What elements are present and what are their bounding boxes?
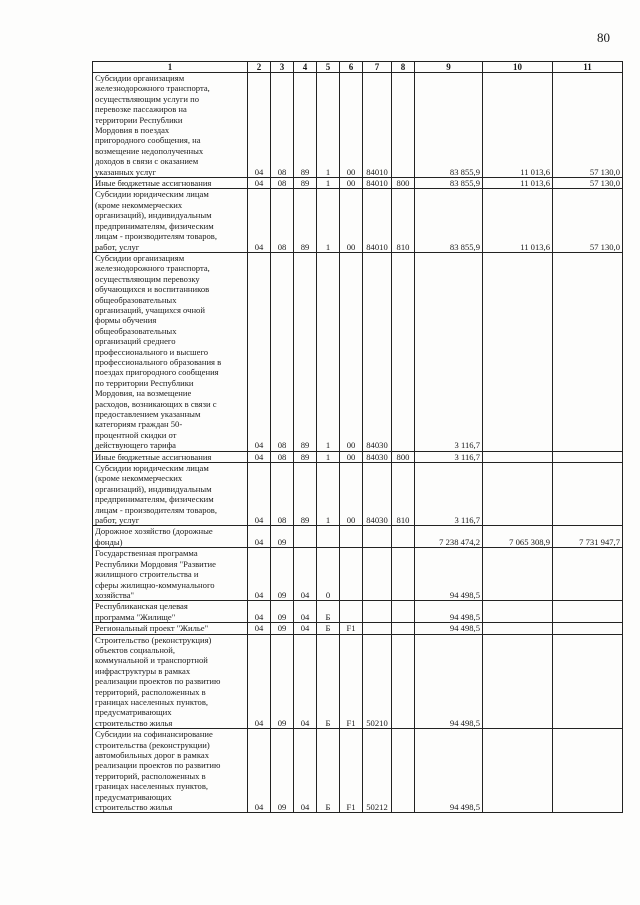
row-value-cell: 89 (294, 73, 317, 178)
row-value-cell (553, 451, 623, 462)
row-value-cell (392, 601, 415, 623)
row-value-cell: 04 (248, 548, 271, 601)
row-value-cell: 3 116,7 (415, 252, 483, 451)
row-value-cell: 09 (271, 548, 294, 601)
row-value-cell (483, 451, 553, 462)
row-value-cell: 3 116,7 (415, 463, 483, 526)
row-value-cell: 89 (294, 189, 317, 252)
table-row (93, 729, 623, 813)
row-value-cell: 89 (294, 463, 317, 526)
row-value-cell: 09 (271, 634, 294, 729)
row-value-cell: F1 (340, 623, 363, 634)
row-value-cell (340, 601, 363, 623)
row-value-cell (392, 634, 415, 729)
budget-table (92, 61, 623, 813)
row-value-cell: 94 498,5 (415, 634, 483, 729)
row-value-cell: 800 (392, 178, 415, 189)
row-value-cell: 0 (317, 548, 340, 601)
row-value-cell: 810 (392, 463, 415, 526)
row-value-cell (317, 526, 340, 548)
row-value-cell: 04 (248, 178, 271, 189)
row-value-cell: 09 (271, 729, 294, 813)
row-value-cell: Б (317, 729, 340, 813)
row-value-cell: 94 498,5 (415, 548, 483, 601)
row-value-cell: Б (317, 634, 340, 729)
row-value-cell: 09 (271, 601, 294, 623)
row-name-cell: Строительство (реконструкция) объектов социальной, коммунальной и транспортной инфраструктуры в рамках реализации проектов по развитию территорий, расположенных в границах населенных пунктов, предусматривающих строительство жилья (93, 634, 248, 729)
row-value-cell: 08 (271, 178, 294, 189)
row-value-cell (483, 463, 553, 526)
row-value-cell: 84010 (363, 73, 392, 178)
row-value-cell: Б (317, 623, 340, 634)
header-row (93, 62, 623, 73)
row-value-cell (553, 729, 623, 813)
row-value-cell (483, 623, 553, 634)
row-value-cell: 57 130,0 (553, 178, 623, 189)
row-value-cell (392, 729, 415, 813)
column-header: 3 (271, 62, 294, 73)
row-value-cell (363, 623, 392, 634)
row-name-cell: Субсидии организациям железнодорожного транспорта, осуществляющим перевозку обучающихся и воспитанников общеобразовательных организаций, учащихся очной формы обучения общеобразовательных организаций среднего профессионального и высшего профессионального образования в поездах пригородного сообщения по территории Республики Мордовия, на возмещение расходов, возникающих в связи с предоставлением указанным категориям граждан 50- процентной скидки от действующего тарифа (93, 252, 248, 451)
row-value-cell (294, 526, 317, 548)
column-header: 6 (340, 62, 363, 73)
row-value-cell: 04 (248, 451, 271, 462)
row-value-cell: 00 (340, 451, 363, 462)
column-header: 1 (93, 62, 248, 73)
table-row (93, 634, 623, 729)
row-value-cell: 1 (317, 189, 340, 252)
row-value-cell: 04 (248, 634, 271, 729)
row-value-cell: 00 (340, 463, 363, 526)
row-value-cell (392, 526, 415, 548)
row-value-cell: 04 (248, 601, 271, 623)
row-value-cell: 89 (294, 178, 317, 189)
row-name-cell: Субсидии юридическим лицам (кроме некоммерческих организаций), индивидуальным предпринимателям, физическим лицам - производителям товаров, работ, услуг (93, 463, 248, 526)
row-value-cell: 89 (294, 252, 317, 451)
table-row (93, 548, 623, 601)
column-header: 5 (317, 62, 340, 73)
row-name-cell: Субсидии организациям железнодорожного транспорта, осуществляющим услуги по перевозке пассажиров на территории Республики Мордовия в поездах пригородного сообщения, на возмещение недополученных доходов в связи с оказанием указанных услуг (93, 73, 248, 178)
column-header: 9 (415, 62, 483, 73)
row-value-cell: 7 731 947,7 (553, 526, 623, 548)
row-value-cell: 1 (317, 178, 340, 189)
row-value-cell: 08 (271, 252, 294, 451)
row-value-cell: 1 (317, 463, 340, 526)
column-header: 4 (294, 62, 317, 73)
row-value-cell: 57 130,0 (553, 73, 623, 178)
table-row (93, 623, 623, 634)
row-value-cell: 3 116,7 (415, 451, 483, 462)
row-value-cell: 1 (317, 252, 340, 451)
row-value-cell: 83 855,9 (415, 178, 483, 189)
row-value-cell: 04 (248, 73, 271, 178)
row-value-cell: 04 (248, 463, 271, 526)
column-header: 11 (553, 62, 623, 73)
row-value-cell (340, 526, 363, 548)
row-name-cell: Республиканская целевая программа "Жилище" (93, 601, 248, 623)
row-value-cell: 00 (340, 73, 363, 178)
row-value-cell: 04 (294, 634, 317, 729)
row-name-cell: Государственная программа Республики Мордовия "Развитие жилищного строительства и сферы жилищно-коммунального хозяйства" (93, 548, 248, 601)
row-value-cell: 08 (271, 189, 294, 252)
row-value-cell (553, 252, 623, 451)
row-name-cell: Иные бюджетные ассигнования (93, 178, 248, 189)
row-value-cell (340, 548, 363, 601)
row-value-cell: 810 (392, 189, 415, 252)
row-value-cell: 08 (271, 73, 294, 178)
row-value-cell: 84010 (363, 178, 392, 189)
row-value-cell (363, 526, 392, 548)
row-value-cell (483, 252, 553, 451)
row-value-cell: 11 013,6 (483, 178, 553, 189)
row-value-cell: 7 065 308,9 (483, 526, 553, 548)
row-value-cell (483, 729, 553, 813)
row-value-cell: 89 (294, 451, 317, 462)
table-row (93, 73, 623, 178)
row-value-cell: 04 (294, 623, 317, 634)
row-value-cell: 04 (248, 729, 271, 813)
row-value-cell: 1 (317, 73, 340, 178)
row-value-cell (483, 634, 553, 729)
row-value-cell (392, 623, 415, 634)
row-name-cell: Дорожное хозяйство (дорожные фонды) (93, 526, 248, 548)
row-value-cell (553, 634, 623, 729)
row-value-cell: 7 238 474,2 (415, 526, 483, 548)
row-value-cell: 1 (317, 451, 340, 462)
row-value-cell: 94 498,5 (415, 601, 483, 623)
row-value-cell: 00 (340, 252, 363, 451)
row-value-cell: 84030 (363, 451, 392, 462)
row-value-cell: 00 (340, 189, 363, 252)
row-value-cell: 04 (294, 729, 317, 813)
row-value-cell: 08 (271, 451, 294, 462)
row-value-cell: 04 (248, 189, 271, 252)
column-header: 8 (392, 62, 415, 73)
row-name-cell: Иные бюджетные ассигнования (93, 451, 248, 462)
row-value-cell: 04 (248, 252, 271, 451)
row-value-cell: F1 (340, 729, 363, 813)
row-value-cell: Б (317, 601, 340, 623)
row-value-cell: 84030 (363, 252, 392, 451)
row-value-cell: 800 (392, 451, 415, 462)
row-value-cell: 11 013,6 (483, 73, 553, 178)
row-value-cell: 00 (340, 178, 363, 189)
row-value-cell: 94 498,5 (415, 623, 483, 634)
row-value-cell: 50212 (363, 729, 392, 813)
row-value-cell: 11 013,6 (483, 189, 553, 252)
row-value-cell (553, 548, 623, 601)
column-header: 2 (248, 62, 271, 73)
row-name-cell: Региональный проект "Жилье" (93, 623, 248, 634)
table-row (93, 451, 623, 462)
row-value-cell: 50210 (363, 634, 392, 729)
row-value-cell: 04 (248, 623, 271, 634)
row-value-cell: 04 (294, 601, 317, 623)
table-row (93, 601, 623, 623)
row-value-cell: 84010 (363, 189, 392, 252)
row-value-cell (363, 548, 392, 601)
row-value-cell (392, 73, 415, 178)
table-row (93, 189, 623, 252)
row-value-cell: 04 (294, 548, 317, 601)
row-value-cell (483, 548, 553, 601)
row-value-cell: 94 498,5 (415, 729, 483, 813)
row-value-cell (392, 548, 415, 601)
row-name-cell: Субсидии на софинансирование строительства (реконструкции) автомобильных дорог в рамках реализации проектов по развитию территорий, расположенных в границах населенных пунктов, предусматривающих строительство жилья (93, 729, 248, 813)
page-number: 80 (597, 30, 610, 45)
row-value-cell: 84030 (363, 463, 392, 526)
column-header: 7 (363, 62, 392, 73)
row-value-cell: 08 (271, 463, 294, 526)
table-row (93, 463, 623, 526)
table-row (93, 252, 623, 451)
row-value-cell (553, 463, 623, 526)
table-row (93, 178, 623, 189)
column-header: 10 (483, 62, 553, 73)
row-value-cell (553, 601, 623, 623)
row-value-cell (553, 623, 623, 634)
row-name-cell: Субсидии юридическим лицам (кроме некоммерческих организаций), индивидуальным предпринимателям, физическим лицам - производителям товаров, работ, услуг (93, 189, 248, 252)
row-value-cell: 83 855,9 (415, 189, 483, 252)
row-value-cell: 09 (271, 526, 294, 548)
row-value-cell (392, 252, 415, 451)
row-value-cell (483, 601, 553, 623)
table-row (93, 526, 623, 548)
row-value-cell: 04 (248, 526, 271, 548)
row-value-cell: F1 (340, 634, 363, 729)
row-value-cell: 09 (271, 623, 294, 634)
row-value-cell: 57 130,0 (553, 189, 623, 252)
row-value-cell: 83 855,9 (415, 73, 483, 178)
row-value-cell (363, 601, 392, 623)
